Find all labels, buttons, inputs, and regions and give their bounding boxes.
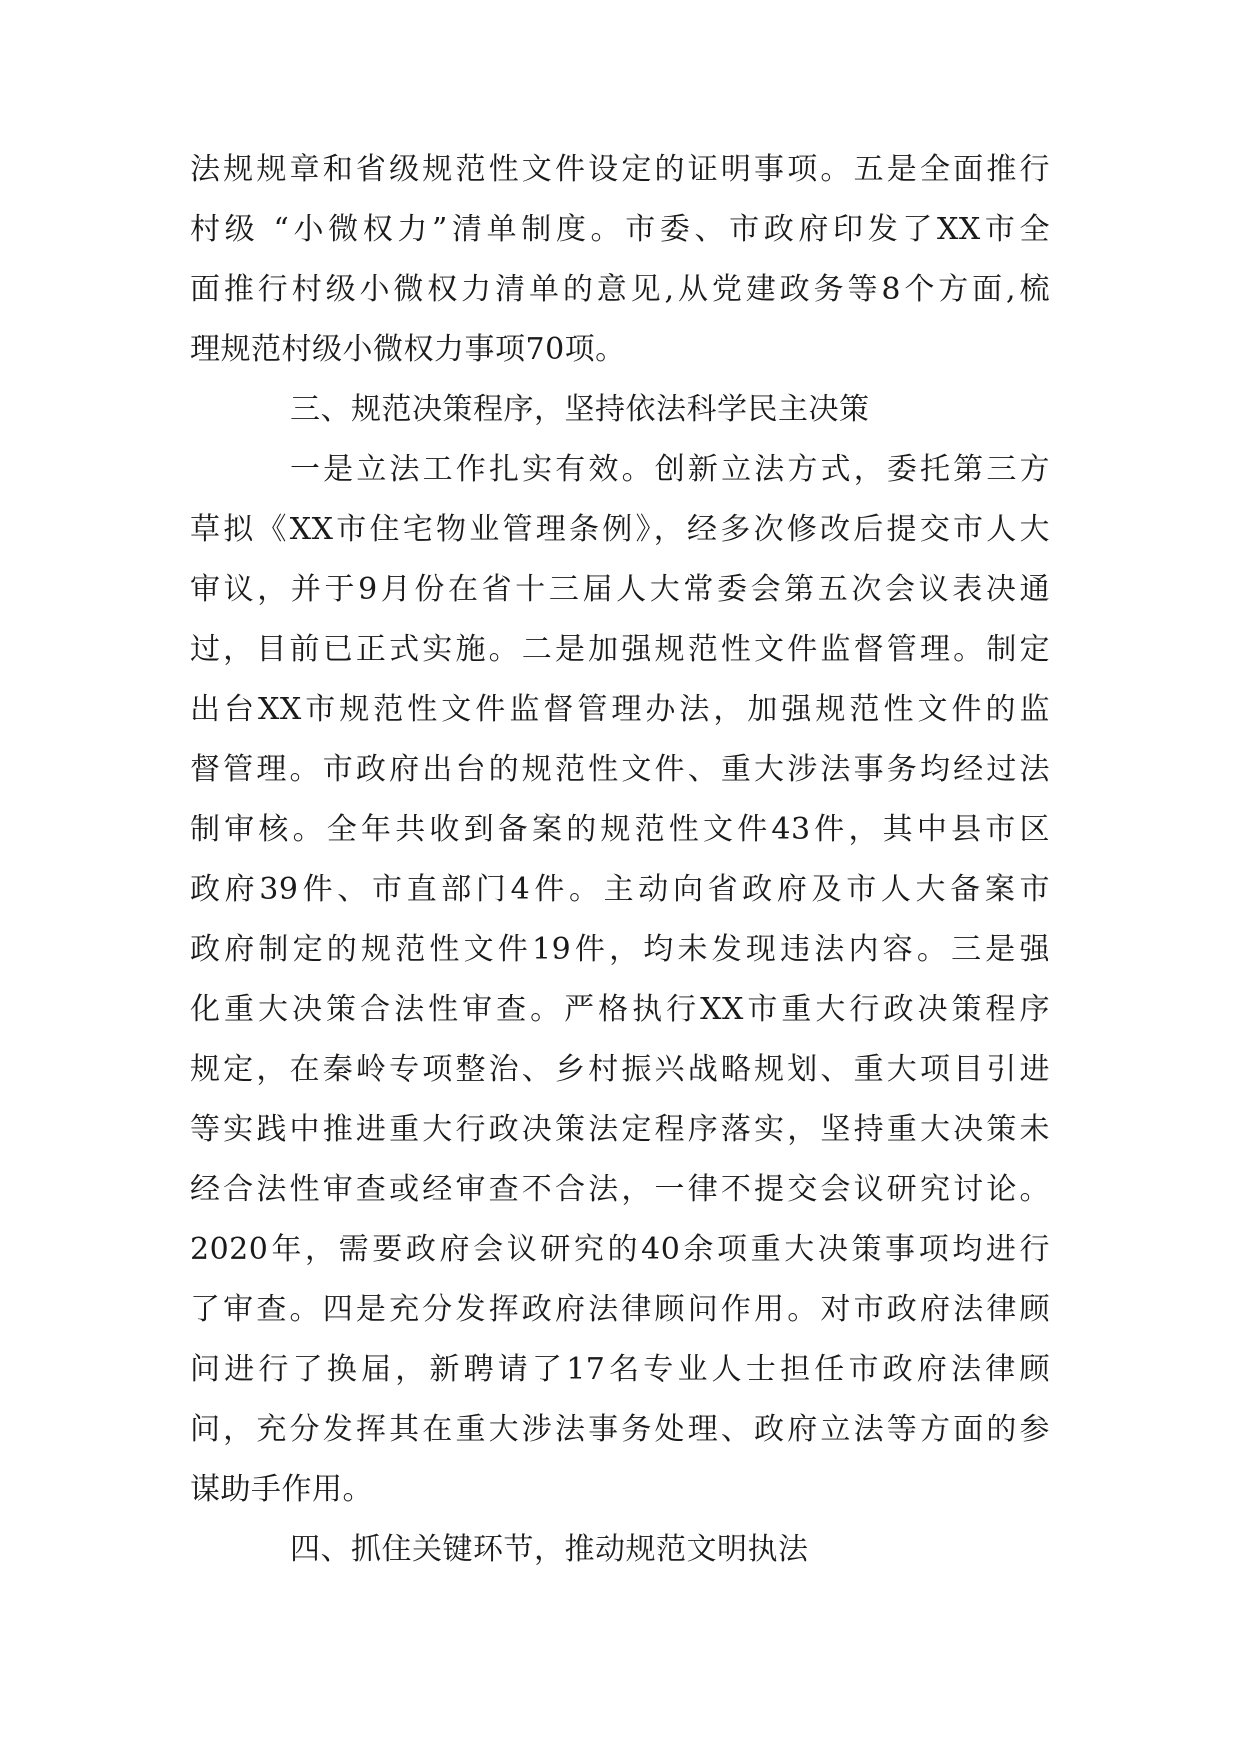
section-heading: 四、抓住关键环节，推动规范文明执法: [290, 1532, 809, 1567]
text-line: 督管理。市政府出台的规范性文件、重大涉法事务均经过法: [190, 752, 1050, 787]
text-line: 理规范村级小微权力事项70项。: [190, 332, 626, 367]
text-line: 规定，在秦岭专项整治、乡村振兴战略规划、重大项目引进: [190, 1052, 1050, 1087]
text-line: 等实践中推进重大行政决策法定程序落实，坚持重大决策未: [190, 1112, 1050, 1147]
text-line: 法规规章和省级规范性文件设定的证明事项。五是全面推行: [190, 152, 1050, 187]
text-line: 面推行村级小微权力清单的意见,从党建政务等8个方面,梳: [190, 272, 1050, 307]
text-line: 审议，并于9月份在省十三届人大常委会第五次会议表决通: [190, 572, 1050, 607]
text-line: 谋助手作用。: [190, 1472, 373, 1507]
text-line: 村级 “小微权力”清单制度。市委、市政府印发了XX市全: [190, 212, 1050, 247]
text-line: 一是立法工作扎实有效。创新立法方式，委托第三方: [290, 452, 1050, 487]
text-line: 了审查。四是充分发挥政府法律顾问作用。对市政府法律顾: [190, 1292, 1050, 1327]
text-line: 问，充分发挥其在重大涉法事务处理、政府立法等方面的参: [190, 1412, 1050, 1447]
text-line: 制审核。全年共收到备案的规范性文件43件，其中县市区: [190, 812, 1050, 847]
section-heading: 三、规范决策程序，坚持依法科学民主决策: [290, 392, 870, 427]
text-line: 过，目前已正式实施。二是加强规范性文件监督管理。制定: [190, 632, 1050, 667]
text-line: 政府39件、市直部门4件。主动向省政府及市人大备案市: [190, 872, 1050, 907]
text-line: 出台XX市规范性文件监督管理办法，加强规范性文件的监: [190, 692, 1050, 727]
text-line: 问进行了换届，新聘请了17名专业人士担任市政府法律顾: [190, 1352, 1050, 1387]
text-line: 化重大决策合法性审查。严格执行XX市重大行政决策程序: [190, 992, 1050, 1027]
text-line: 2020年，需要政府会议研究的40余项重大决策事项均进行: [190, 1232, 1050, 1267]
text-line: 经合法性审查或经审查不合法，一律不提交会议研究讨论。: [190, 1172, 1050, 1207]
text-line: 草拟《XX市住宅物业管理条例》，经多次修改后提交市人大: [190, 512, 1050, 547]
text-line: 政府制定的规范性文件19件，均未发现违法内容。三是强: [190, 932, 1050, 967]
